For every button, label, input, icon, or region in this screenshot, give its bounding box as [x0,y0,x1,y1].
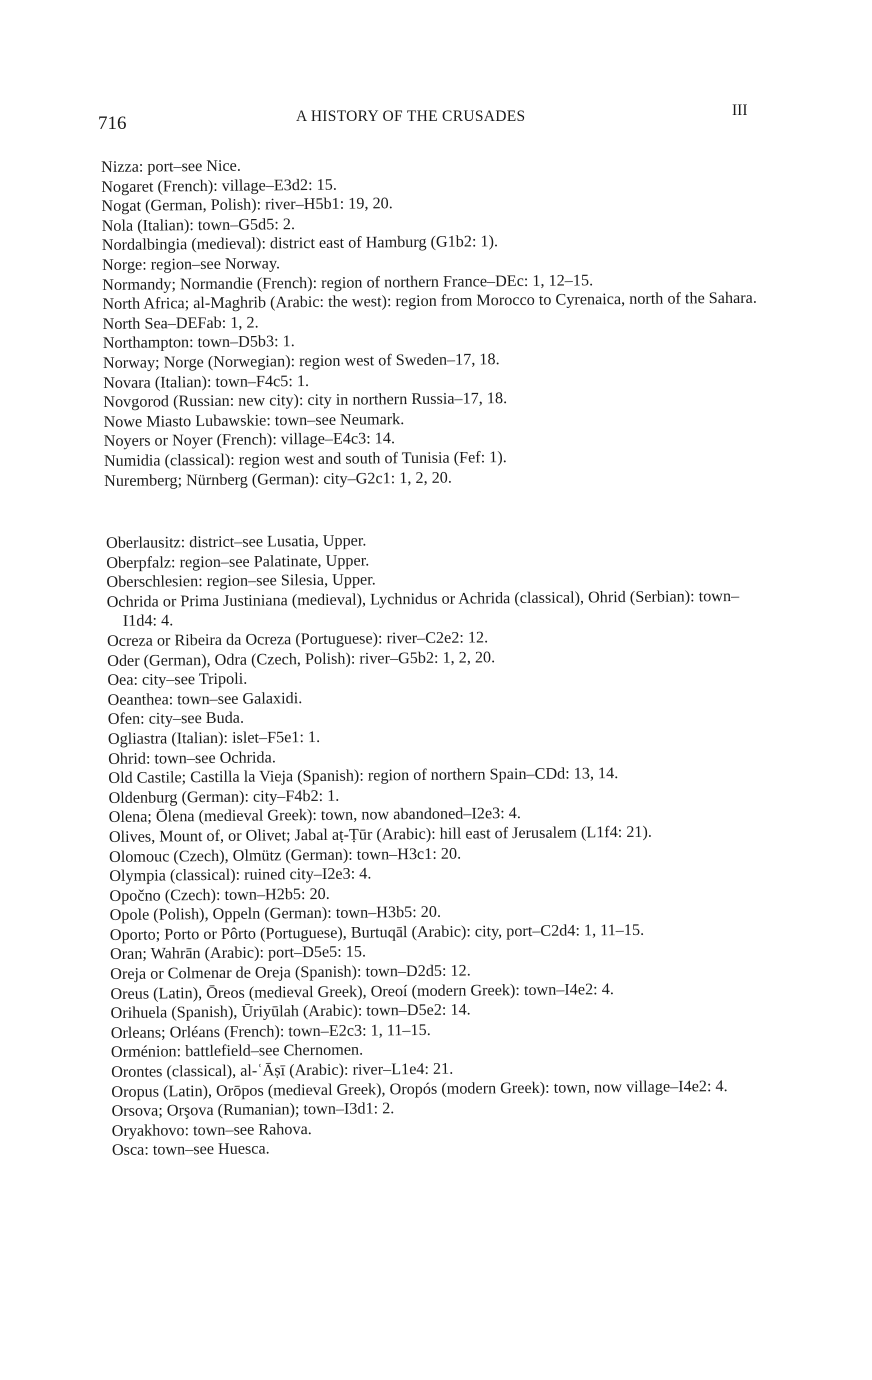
index-entry: Nogaret (French): village–E3d2: 15. [101,175,337,196]
index-entry: North Africa; al-Maghrib (Arabic: the west): region from Morocco to Cyrenaica, north of the Sahara. [102,288,757,314]
index-entry: Osca: town–see Huesca. [111,1139,270,1160]
index-entry: Orleans; Orléans (French): town–E2c3: 1, 11–15. [110,1020,431,1042]
page-number: 716 [98,113,127,134]
index-entry: Oea: city–see Tripoli. [107,669,248,690]
index-entry: Orsova; Orşova (Rumanian); town–I3d1: 2. [111,1099,395,1121]
index-entry: Oreja or Colmenar de Oreja (Spanish): town–D2d5: 12. [110,961,471,984]
index-entry: Novgorod (Russian: new city): city in northern Russia–17, 18. [103,389,508,412]
index-entry: Oldenburg (German): city–F4b2: 1. [108,786,340,807]
index-entry: Oberpfalz: region–see Palatinate, Upper. [106,551,370,572]
index-entry: Oran; Wahrān (Arabic): port–D5e5: 15. [109,942,367,964]
volume-number: III [732,102,748,119]
index-entry: Nola (Italian): town–G5d5: 2. [101,214,296,235]
index-entry: Olomouc (Czech), Olmütz (German): town–H3c1: 20. [109,844,462,866]
index-section-o [106,528,778,1161]
index-entry: Novara (Italian): town–F4c5: 1. [103,371,310,392]
index-entry: North Sea–DEFab: 1, 2. [102,313,259,333]
index-entry: Ohrid: town–see Ochrida. [108,747,276,768]
index-entry: Noyers or Noyer (French): village–E4c3: 14. [103,429,396,451]
index-entry: Olives, Mount of, or Olivet; Jabal aṭ-Ṭūr (Arabic): hill east of Jerusalem (L1f4: 21). [108,822,653,846]
index-entry: Opočno (Czech): town–H2b5: 20. [109,884,330,905]
index-entry: Nogat (German, Polish): river–H5b1: 19, 20. [101,194,393,216]
index-section-n [101,152,764,491]
index-entry: Northampton: town–D5b3: 1. [102,332,295,353]
index-entry: Oberschlesien: region–see Silesia, Upper. [106,570,376,592]
index-entry: Old Castile; Castilla la Vieja (Spanish): region of northern Spain–CDd: 13, 14. [108,764,619,788]
index-entry: Normandy; Normandie (French): region of northern France–DEc: 1, 12–15. [102,270,594,294]
index-entry: Nordalbingia (medieval): district east of Hamburg (G1b2: 1). [101,232,499,255]
index-entry: Norway; Norge (Norwegian): region west of Sweden–17, 18. [102,350,500,372]
index-entry: Nizza: port–see Nice. [101,156,241,176]
index-entry: Oryakhovo: town–see Rahova. [111,1119,312,1140]
index-entry: Ofen: city–see Buda. [107,709,245,729]
index-entry: Orménion: battlefield–see Chernomen. [110,1040,364,1062]
index-entry: Ocreza or Ribeira da Ocreza (Portuguese): river–C2e2: 12. [106,628,489,650]
index-entry: Opole (Polish), Oppeln (German): town–H3b5: 20. [109,903,442,925]
index-entry: Nuremberg; Nürnberg (German): city–G2c1: 1, 2, 20. [104,468,452,490]
index-entry: Oberlausitz: district–see Lusatia, Upper. [106,531,367,552]
index-entry: Oder (German), Odra (Czech, Polish): river–G5b2: 1, 2, 20. [107,647,496,670]
index-entry: Oreus (Latin), Ōreos (medieval Greek), Oreoí (modern Greek): town–I4e2: 4. [110,979,614,1003]
running-title: A HISTORY OF THE CRUSADES [296,108,526,125]
index-entry: Oeanthea: town–see Galaxidi. [107,688,303,709]
index-entry: Numidia (classical): region west and south of Tunisia (Fef: 1). [103,448,507,470]
index-entry: Nowe Miasto Lubawskie: town–see Neumark. [103,409,405,431]
index-entry: Olena; Ōlena (medieval Greek): town, now abandoned–I2e3: 4. [108,804,521,827]
index-entry: Oropus (Latin), Orōpos (medieval Greek), Oropós (modern Greek): town, now village–I4e2: 4. [111,1076,728,1101]
index-entry: Ogliastra (Italian): islet–F5e1: 1. [107,727,321,748]
index-entry: Oporto; Porto or Pôrto (Portuguese), Burtuqāl (Arabic): city, port–C2d4: 1, 11–15. [109,920,645,944]
index-entry: Ochrida or Prima Justiniana (medieval), Lychnidus or Achrida (classical), Ohrid (Serbian): town–I1d4: 4. [106,586,740,631]
index-entry: Orontes (classical), al-ʿĀṣī (Arabic): river–L1e4: 21. [111,1059,454,1082]
index-entry: Olympia (classical): ruined city–I2e3: 4. [109,864,372,886]
index-entry: Orihuela (Spanish), Ūriyūlah (Arabic): town–D5e2: 14. [110,1000,471,1023]
index-entry: Norge: region–see Norway. [101,254,281,274]
